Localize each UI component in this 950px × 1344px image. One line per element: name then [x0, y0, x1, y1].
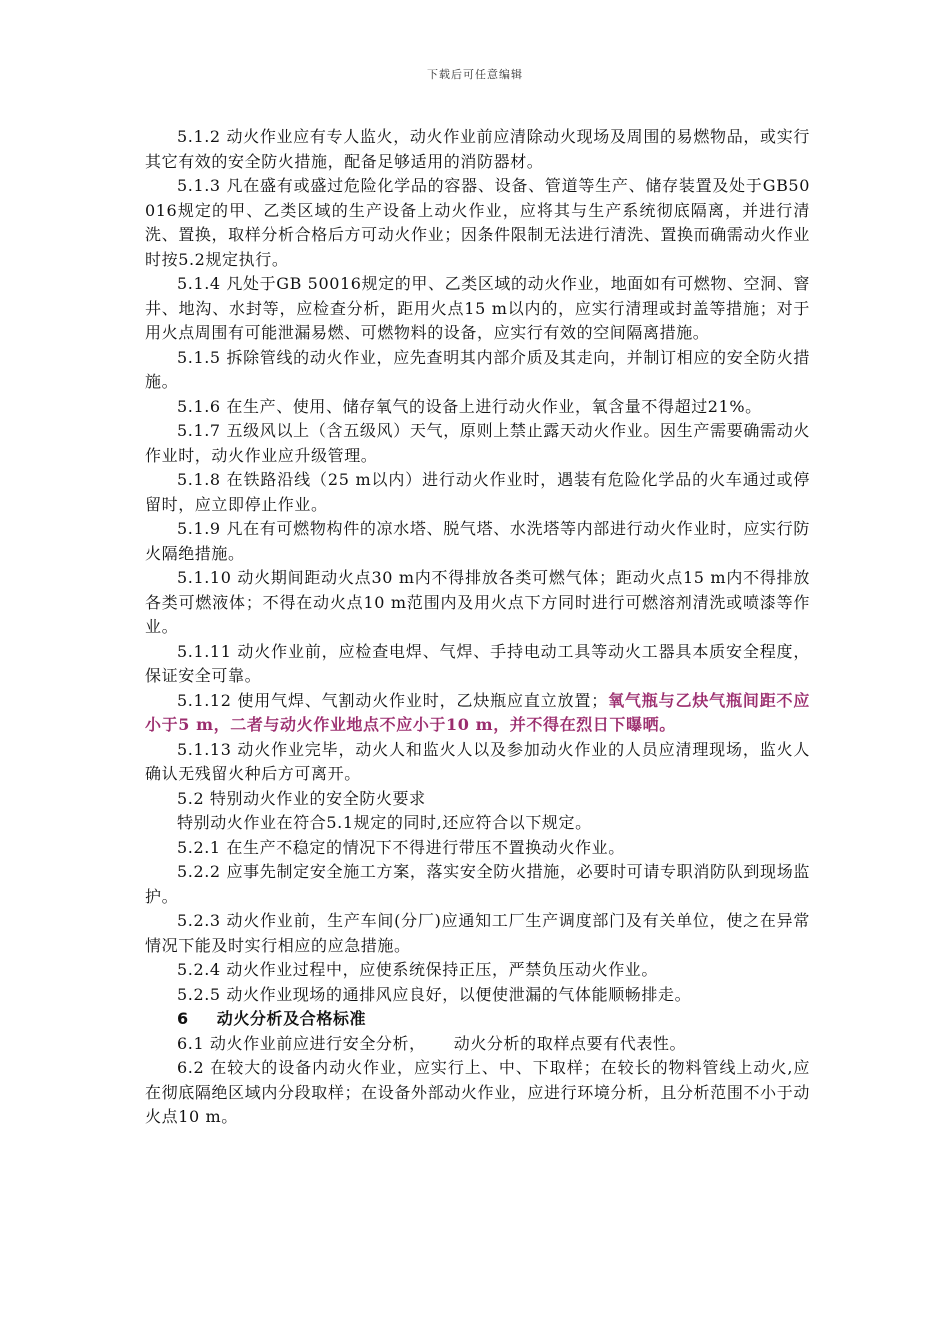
paragraph-5-1-7: 5.1.7 五级风以上（含五级风）天气，原则上禁止露天动火作业。因生产需要确需动火作业时，动火作业应升级管理。 [145, 421, 810, 465]
paragraph-5-1-10: 5.1.10 动火期间距动火点30 m内不得排放各类可燃气体；距动火点15 m内不得排放各类可燃液体；不得在动火点10 m范围内及用火点下方同时进行可燃溶剂清洗或喷漆等作业。 [145, 568, 810, 636]
paragraph-6-1 [145, 1032, 810, 1057]
section-5-2-intro: 特别动火作业在符合5.1规定的同时,还应符合以下规定。 [177, 813, 592, 832]
paragraph-5-1-8: 5.1.8 在铁路沿线（25 m以内）进行动火作业时，遇装有危险化学品的火车通过或停留时，应立即停止作业。 [145, 470, 810, 514]
section-6-number: 6 [177, 1009, 189, 1028]
paragraph-5-2-1: 5.2.1 在生产不稳定的情况下不得进行带压不置换动火作业。 [177, 837, 625, 857]
paragraph-5-1-11: 5.1.11 动火作业前，应检查电焊、气焊、手持电动工具等动火工器具本质安全程度，保证安全可靠。 [145, 641, 810, 685]
section-6-title: 动火分析及合格标准 [216, 1009, 367, 1028]
section-5-2-title: 5.2 特别动火作业的安全防火要求 [177, 788, 426, 808]
paragraph-5-1-13: 5.1.13 动火作业完毕，动火人和监火人以及参加动火作业的人员应清理现场，监火人确认无残留火种后方可离开。 [145, 739, 810, 783]
paragraph-5-2-5: 5.2.5 动火作业现场的通排风应良好，以便使泄漏的气体能顺畅排走。 [177, 984, 692, 1004]
document-body [145, 125, 810, 1130]
section-6-heading [145, 1007, 810, 1032]
paragraph-5-1-12-text: 5.1.12 使用气焊、气割动火作业时，乙炔瓶应直立放置； [177, 690, 608, 710]
paragraph-5-1-12 [145, 689, 810, 738]
paragraph-5-1-12-highlight: 氧气瓶与乙炔气瓶间距不应小于5 m，二者与动火作业地点不应小于10 m，并不得在烈日下曝晒。 [145, 690, 810, 734]
paragraph-5-1-5: 5.1.5 拆除管线的动火作业，应先查明其内部介质及其走向，并制订相应的安全防火措施。 [145, 347, 810, 391]
paragraph-5-1-6: 5.1.6 在生产、使用、储存氧气的设备上进行动火作业，氧含量不得超过21%。 [177, 396, 762, 416]
paragraph-5-1-9: 5.1.9 凡在有可燃物构件的凉水塔、脱气塔、水洗塔等内部进行动火作业时，应实行防火隔绝措施。 [145, 519, 810, 563]
paragraph-6-2: 6.2 在较大的设备内动火作业，应实行上、中、下取样；在较长的物料管线上动火,应在彻底隔绝区域内分段取样；在设备外部动火作业，应进行环境分析，且分析范围不小于动火点10 m。 [145, 1058, 810, 1126]
paragraph-5-1-3: 5.1.3 凡在盛有或盛过危险化学品的容器、设备、管道等生产、储存装置及处于GB50016规定的甲、乙类区域的生产设备上动火作业，应将其与生产系统彻底隔离，并进行清洗、置换，取样分析合格后方可动火作业；因条件限制无法进行清洗、置换而确需动火作业时按5.2规定执行。 [145, 176, 810, 269]
paragraph-5-2-2: 5.2.2 应事先制定安全施工方案，落实安全防火措施，必要时可请专职消防队到现场监护。 [145, 862, 810, 906]
paragraph-6-1-part-b: 动火分析的取样点要有代表性。 [453, 1033, 687, 1053]
paragraph-6-1-part-a: 6.1 动火作业前应进行安全分析， [177, 1033, 426, 1053]
paragraph-5-2-3: 5.2.3 动火作业前，生产车间(分厂)应通知工厂生产调度部门及有关单位，使之在异常情况下能及时实行相应的应急措施。 [145, 911, 810, 955]
page-header-note: 下载后可任意编辑 [427, 68, 523, 81]
paragraph-5-2-4: 5.2.4 动火作业过程中，应使系统保持正压，严禁负压动火作业。 [177, 960, 658, 979]
paragraph-5-1-4: 5.1.4 凡处于GB 50016规定的甲、乙类区域的动火作业，地面如有可燃物、空洞、窨井、地沟、水封等，应检查分析，距用火点15 m以内的，应实行清理或封盖等措施；对于用火点周围有可能泄漏易燃、可燃物料的设备，应实行有效的空间隔离措施。 [145, 274, 810, 342]
paragraph-5-1-2: 5.1.2 动火作业应有专人监火，动火作业前应清除动火现场及周围的易燃物品，或实行其它有效的安全防火措施，配备足够适用的消防器材。 [145, 127, 810, 171]
